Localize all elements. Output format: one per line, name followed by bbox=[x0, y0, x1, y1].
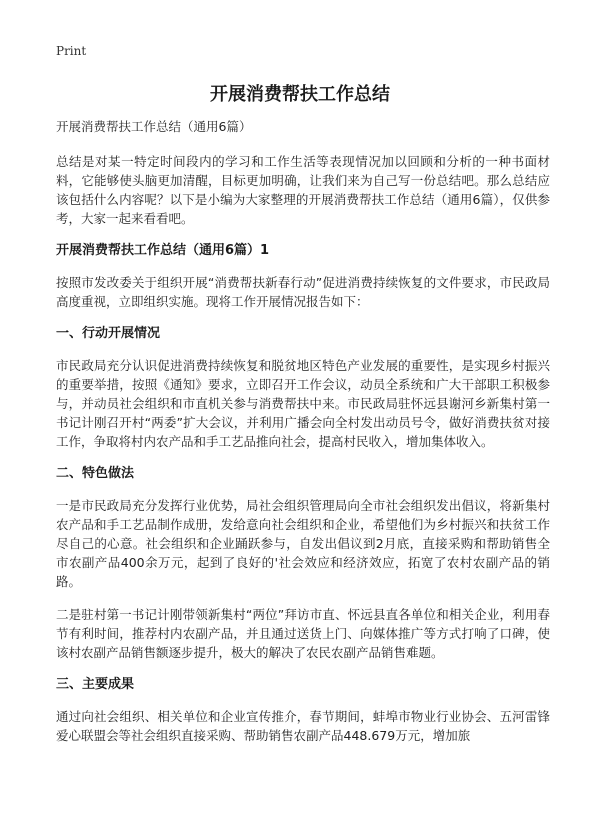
section-3-paragraph-1: 通过向社会组织、相关单位和企业宣传推介，春节期间，蚌埠市物业行业协会、五河雷锋爱心联盟会等社会组织直接采购、帮助销售农副产品448.679万元，增加旅 bbox=[56, 709, 550, 743]
article-heading: 开展消费帮扶工作总结（通用6篇）1 bbox=[56, 243, 270, 258]
page-title: 开展消费帮扶工作总结 bbox=[210, 84, 390, 105]
article-body bbox=[56, 118, 550, 759]
print-link[interactable]: Print bbox=[56, 44, 87, 58]
article-intro-paragraph: 按照市发改委关于组织开展“消费帮扶新春行动”促进消费持续恢复的文件要求，市民政局高度重视，立即组织实施。现将工作开展情况报告如下： bbox=[56, 275, 550, 309]
section-heading-1: 一、行动开展情况 bbox=[56, 326, 161, 341]
section-2-paragraph-1: 一是市民政局充分发挥行业优势，局社会组织管理局向全市社会组织发出倡议，将新集村农产品和手工艺品制作成册，发给意向社会组织和企业，希望他们为乡村振兴和扶贫工作尽自己的心意。社会组织和企业踊跃参与，自发出倡议到2月底，直接采购和帮助销售全市农副产品400余万元，起到了良好的'社会效应和经济效应，拓宽了农村农副产品的销路。 bbox=[56, 498, 550, 589]
intro-paragraph: 总结是对某一特定时间段内的学习和工作生活等表现情况加以回顾和分析的一种书面材料，它能够使头脑更加清醒，目标更加明确，让我们来为自己写一份总结吧。那么总结应该包括什么内容呢？以下是小编为大家整理的开展消费帮扶工作总结（通用6篇），仅供参考，大家一起来看看吧。 bbox=[56, 154, 550, 226]
section-heading-2: 二、特色做法 bbox=[56, 466, 135, 481]
document-subtitle: 开展消费帮扶工作总结（通用6篇） bbox=[56, 119, 252, 134]
section-heading-3: 三、主要成果 bbox=[56, 677, 135, 692]
section-1-paragraph-1: 市民政局充分认识促进消费持续恢复和脱贫地区特色产业发展的重要性，是实现乡村振兴的重要举措，按照《通知》要求，立即召开工作会议，动员全系统和广大干部职工积极参与，并动员社会组织和市直机关参与消费帮扶中来。市民政局驻怀远县谢河乡新集村第一书记计刚召开村“两委”扩大会议，并利用广播会向全村发出动员号令，做好消费扶贫对接工作，争取将村内农产品和手工艺品推向社会，提高村民收入，增加集体收入。 bbox=[56, 358, 550, 449]
section-2-paragraph-2: 二是驻村第一书记计刚带领新集村“两位”拜访市直、怀远县直各单位和相关企业，利用春节有利时间，推荐村内农副产品，并且通过送货上门、向媒体推广等方式打响了口碑，使该村农副产品销售额逐步提升，极大的解决了农民农副产品销售难题。 bbox=[56, 607, 550, 660]
